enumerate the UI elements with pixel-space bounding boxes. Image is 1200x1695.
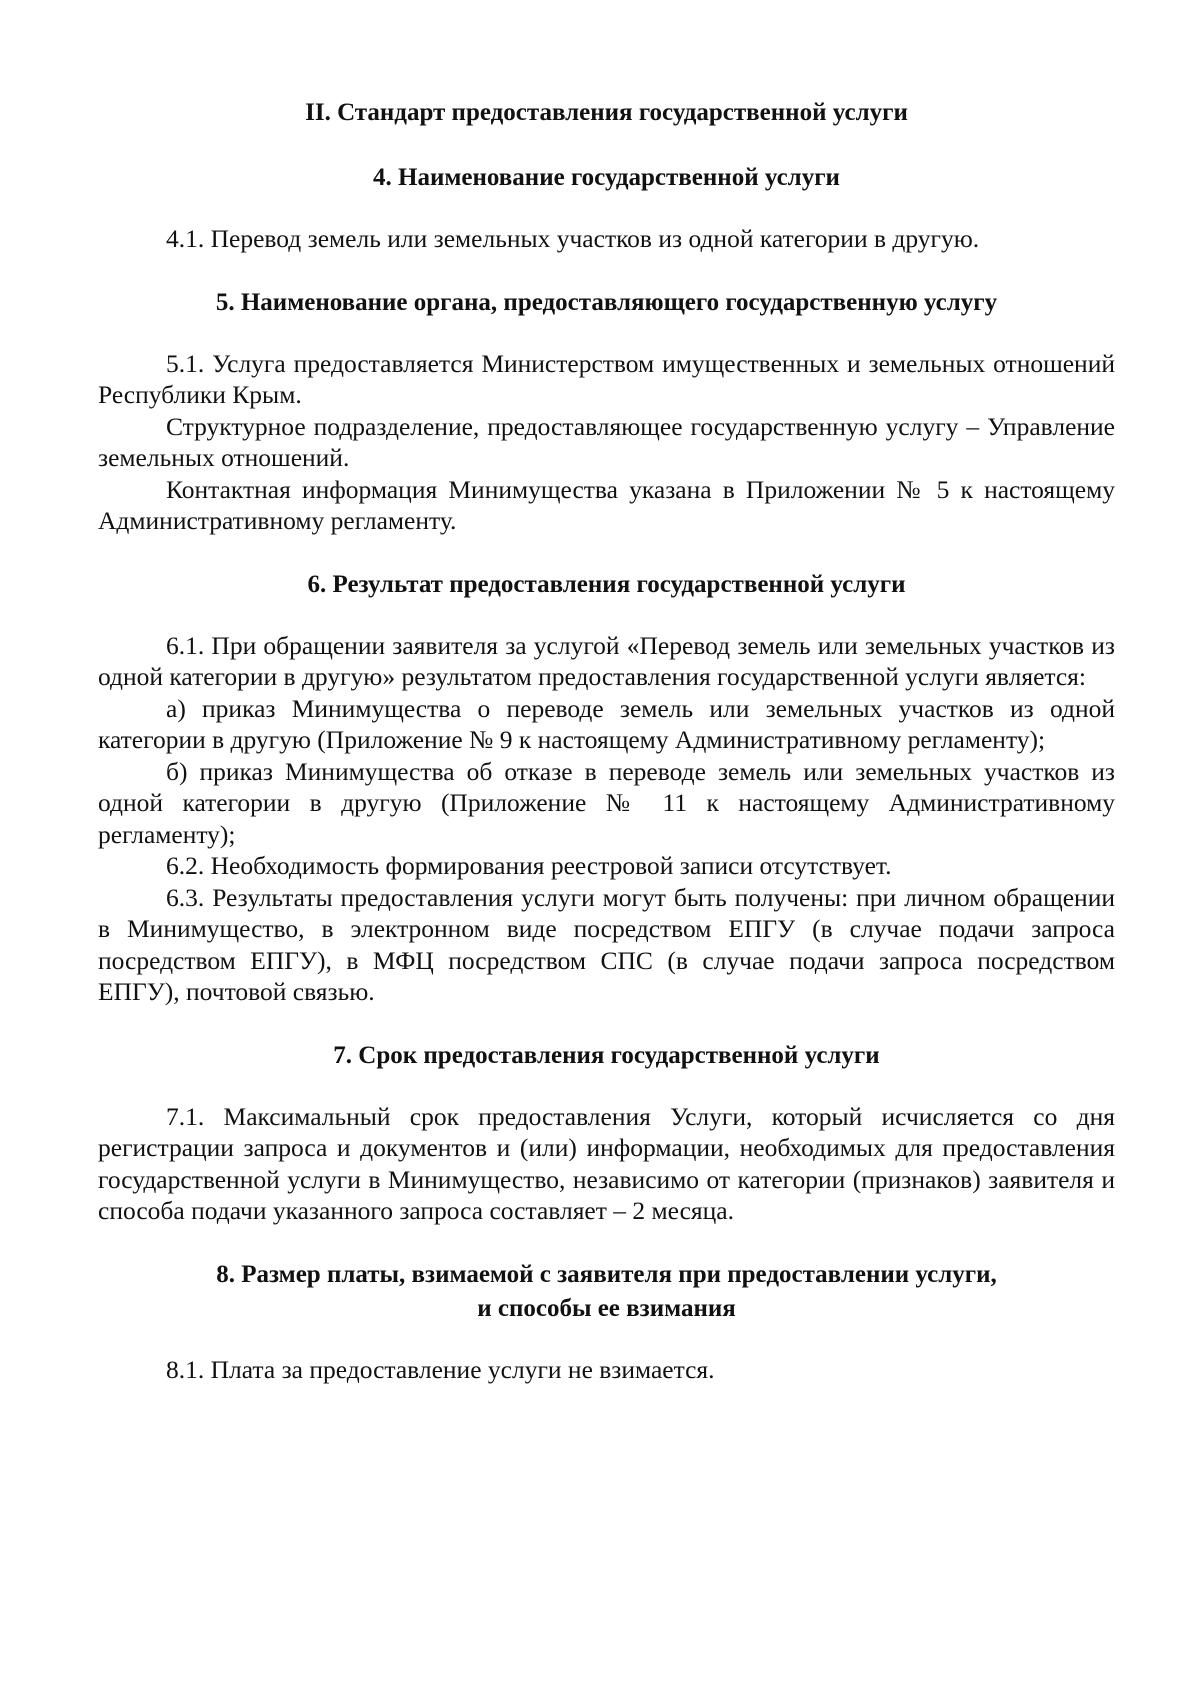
section-4-paragraph-1: 4.1. Перевод земель или земельных участков из одной категории в другую.: [166, 224, 980, 253]
section-8-heading-line-1: 8. Размер платы, взимаемой с заявителя при предоставлении услуги,: [216, 1260, 997, 1288]
section-5-heading: 5. Наименование органа, предоставляющего государственную услугу: [215, 288, 998, 316]
section-8-heading: [98, 1258, 1115, 1326]
section-5-paragraph-2: Структурное подразделение, предоставляющее государственную услугу – Управление земельных отношений.: [98, 411, 1115, 472]
part-title: II. Стандарт предоставления государственной услуги: [305, 99, 908, 126]
section-5-paragraph-3: Контактная информация Минимущества указана в Приложении № 5 к настоящему Административному регламенту.: [98, 474, 1115, 535]
section-6-item-b: б) приказ Минимущества об отказе в переводе земель или земельных участков из одной категории в другую (Приложение № 11 к настоящему Административному регламенту);: [98, 756, 1115, 849]
section-6-paragraph-3: 6.3. Результаты предоставления услуги могут быть получены: при личном обращении в Минимущество, в электронном виде посредством ЕПГУ (в случае подачи запроса посредством ЕПГУ), в МФЦ посредством СПС (в случае подачи запроса посредством ЕПГУ), почтовой связью.: [98, 882, 1115, 1006]
section-6-paragraph-1: 6.1. При обращении заявителя за услугой «Перевод земель или земельных участков из одной категории в другую» результатом предоставления государственной услуги является:: [98, 630, 1115, 691]
section-4-heading: 4. Наименование государственной услуги: [373, 164, 840, 191]
document-page: [98, 96, 1115, 1385]
section-8-paragraph-1: 8.1. Плата за предоставление услуги не взимается.: [166, 1354, 715, 1384]
section-5-paragraph-1: 5.1. Услуга предоставляется Министерством имущественных и земельных отношений Республики Крым.: [98, 348, 1115, 409]
section-7-heading: 7. Срок предоставления государственной услуги: [333, 1041, 880, 1069]
section-8-heading-line-2: и способы ее взимания: [477, 1294, 736, 1322]
section-6-heading: 6. Результат предоставления государственной услуги: [307, 570, 906, 598]
section-7-paragraph-1: 7.1. Максимальный срок предоставления Услуги, который исчисляется со дня регистрации запроса и документов и (или) информации, необходимых для предоставления государственной услуги в Минимущество, независимо от категории (признаков) заявителя и способа подачи указанного запроса составляет – 2 месяца.: [98, 1101, 1115, 1225]
section-6-paragraph-2: 6.2. Необходимость формирования реестровой записи отсутствует.: [166, 851, 892, 880]
section-6-item-a: а) приказ Минимущества о переводе земель или земельных участков из одной категории в другую (Приложение № 9 к настоящему Административному регламенту);: [98, 693, 1115, 754]
